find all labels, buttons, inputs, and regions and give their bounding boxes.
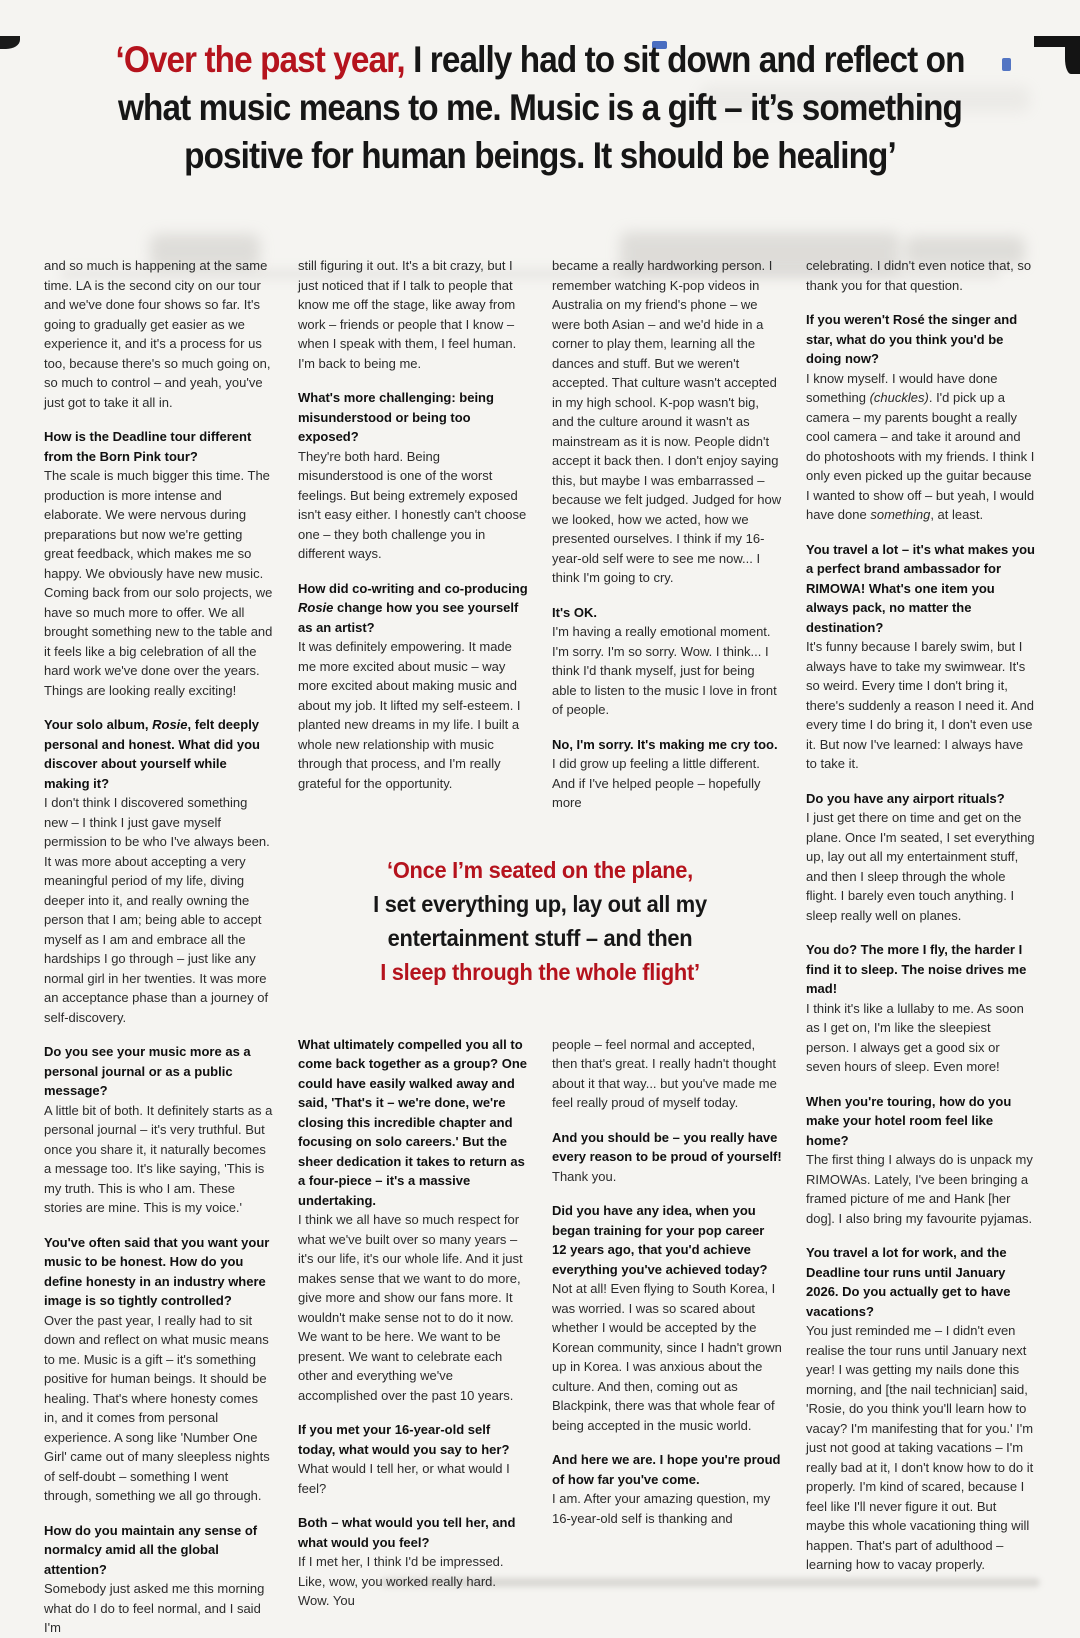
interview-question: Your solo album, Rosie, felt deeply personal and honest. What did you discover about yourself while making it? (44, 717, 260, 791)
interview-answer: They're both hard. Being misunderstood is one of the worst feelings. But being extremely exposed isn't easy either. I honestly can't choose one – they both challenge you in different ways. (298, 448, 527, 561)
interview-question: Do you see your music more as a personal journal or as a public message? (44, 1044, 251, 1098)
headline-line-1-rest: I really had to sit down and reflect on (404, 39, 965, 80)
pull-quote-line-3: entertainment stuff – and then (387, 924, 693, 951)
headline-line-1 (94, 36, 987, 84)
interview-question: When you're touring, how do you make your hotel room feel like home? (806, 1093, 1012, 1148)
interview-answer: A little bit of both. It definitely starts as a personal journal – it's very truthful. But once you share it, it naturally becomes a message too. It's like saying, 'This is my truth. This is who I am. These stories are mine. This is my voice.' (44, 1102, 273, 1215)
interview-question: If you weren't Rosé the singer and star, what do you think you'd be doing now? (806, 312, 1018, 366)
interview-question: No, I'm sorry. It's making me cry too. (552, 736, 778, 752)
article-column-3-bottom (552, 1035, 782, 1638)
interview-answer: If I met her, I think I'd be impressed. Like, wow, you worked really hard. Wow. You (298, 1554, 504, 1608)
interview-question: You travel a lot – it's what makes you a perfect brand ambassador for RIMOWA! What's one item you always pack, no matter the destination? (806, 541, 1035, 635)
interview-question: If you met your 16-year-old self today, what would you say to her? (298, 1422, 510, 1457)
pull-quote-line-1: ‘Once I’m seated on the plane, (387, 856, 693, 883)
article-columns (44, 256, 1036, 1638)
interview-question: You travel a lot for work, and the Deadline tour runs until January 2026. Do you actually get to have vacations? (806, 1245, 1011, 1319)
interview-answer: You just reminded me – I didn't even realise the tour runs until January next year! I was getting my nails done this morning, and [the nail technician] said, 'Rosie, do you think you'll learn how to vacay? I'm manifesting that for you.' I'm just not good at taking vacations – I'm really bad at it, I don't know how to do it properly. I'm kind of scared, because I feel like I'll never figure it out. But maybe this whole vacationing thing will happen. That's part of adulthood – learning how to vacay properly. (806, 1323, 1034, 1572)
interview-answer: I think we all have so much respect for what we've built over so many years – it's our life, it's our whole life. And it just makes sense that we want to do more, give more and show our fans more. It wouldn't make sense not to do it now. We want to be here. We want to be present. We want to celebrate each other and everything we've accomplished over the past 10 years. (298, 1212, 523, 1403)
interview-answer: I'm having a really emotional moment. I'm sorry. I'm so sorry. Wow. I think... I think I'd thank myself, just for being able to listen to the music I love in front of people. (552, 624, 777, 717)
article-column-3-top (552, 256, 782, 813)
interview-answer: still figuring it out. It's a bit crazy, but I just noticed that if I talk to people that know me off the stage, like away from work – friends or people that I know – when I speak with them, I feel human. I'm back to being me. (298, 258, 517, 371)
interview-question: And here we are. I hope you're proud of how far you've come. (552, 1452, 781, 1487)
interview-answer: celebrating. I didn't even notice that, so thank you for that question. (806, 258, 1032, 293)
magazine-page (0, 36, 1080, 1638)
interview-question: It's OK. (552, 604, 597, 620)
interview-answer: Somebody just asked me this morning what do I do to feel normal, and I said I'm (44, 1581, 265, 1635)
interview-answer: Over the past year, I really had to sit down and reflect on what music means to me. Music is a gift – it's something positive for human beings. It should be healing. That's where honesty comes in, and it comes from personal experience. A song like 'Number One Girl' came out of many sleepless nights of self-doubt – something I went through, something we all go through. (44, 1312, 270, 1503)
interview-answer: It's funny because I barely swim, but I always have to take my swimwear. It's so weird. Every time I don't bring it, there's suddenly a reason I need it. And every time I do bring it, I don't even use it. But now I've learned: I always have to take it. (806, 639, 1034, 771)
headline-red-phrase: ‘Over the past year, (115, 39, 405, 80)
headline-line-3: positive for human beings. It should be healing’ (184, 135, 896, 176)
interview-question: You've often said that you want your music to be honest. How do you define honesty in an industry where image is so tightly controlled? (44, 1234, 270, 1308)
pull-quote-line-2: I set everything up, lay out all my (373, 890, 707, 917)
interview-question: Do you have any airport rituals? (806, 790, 1005, 806)
article-column-1 (44, 256, 274, 1638)
interview-question: And you should be – you really have every reason to be proud of yourself! (552, 1129, 782, 1164)
interview-answer: became a really hardworking person. I remember watching K-pop videos in Australia on my friend's phone – we were both Asian – and we'd hide in a corner to play them, learning all the dances and stuff. But we weren't accepted. That culture wasn't accepted in my high school. K-pop wasn't big, and the culture around it wasn't as mainstream as it is now. People didn't accept it back then. I don't enjoy saying this, but maybe I was embarrassed – because we felt judged. Judged for how we looked, how we acted, how we presented ourselves. I think if my 16-year-old self were to see me now... I think I'm going to cry. (552, 258, 782, 585)
interview-question: How is the Deadline tour different from the Born Pink tour? (44, 429, 252, 464)
interview-answer: The first thing I always do is unpack my RIMOWAs. Lately, I've been bringing a framed picture of me and Hank [her dog]. I also bring my favourite pyjamas. (806, 1152, 1033, 1226)
interview-question: Both – what would you tell her, and what would you feel? (298, 1515, 516, 1550)
article-column-4 (806, 256, 1036, 1638)
interview-answer: I am. After your amazing question, my 16-year-old self is thanking and (552, 1491, 771, 1526)
interview-answer: and so much is happening at the same time. LA is the second city on our tour and we've done four shows so far. It's going to gradually get easier as we experience it, and it's a process for us too, because there's so much going on, so much to control – and yeah, you've just got to take it all in. (44, 258, 271, 410)
interview-answer: Thank you. (552, 1168, 617, 1184)
interview-answer: I think it's like a lullaby to me. As soon as I get on, I'm like the sleepiest person. I always get a good six or seven hours of sleep. Even more! (806, 1000, 1024, 1074)
pull-quote (298, 813, 782, 1035)
interview-question: How did co-writing and co-producing Rosie change how you see yourself as an artist? (298, 580, 528, 635)
interview-question: What ultimately compelled you all to come back together as a group? One could have easily walked away and said, 'That's it – we're done, we're closing this incredible chapter and focusing on solo careers.' But the sheer dedication it takes to return as a four-piece – it's a massive undertaking. (298, 1036, 527, 1208)
interview-answer: The scale is much bigger this time. The production is more intense and elaborate. We were nervous during preparations but now we're getting great feedback, which makes me so happy. We obviously have new music. Coming back from our solo projects, we have so much more to offer. We all brought something new to the table and it feels like a big celebration of all the hard work we've done over the years. Things are looking really exciting! (44, 468, 273, 698)
interview-answer: I know myself. I would have done something (chuckles). I'd pick up a camera – my parents bought a really cool camera – and take it around and do photoshoots with my friends. I think I only even picked up the guitar because I wanted to show off – but yeah, I would have done something, at least. (806, 370, 1035, 522)
interview-question: Did you have any idea, when you began training for your pop career 12 years ago, that you'd achieve everything you've achieved today? (552, 1203, 768, 1277)
interview-answer: Not at all! Even flying to South Korea, I was worried. I was so scared about whether I would be accepted by the Korean community, since I hadn't grown up in Korea. I was anxious about the culture. And then, coming out as Blackpink, there was that whole fear of being accepted in the music world. (552, 1281, 782, 1433)
article-column-2-bottom (298, 1035, 528, 1638)
interview-answer: I did grow up feeling a little different. And if I've helped people – hopefully more (552, 756, 761, 810)
headline-quote (94, 36, 987, 180)
interview-answer: It was definitely empowering. It made me more excited about music – way more excited about making music and about my job. It lifted my self-esteem. I planted new dreams in my life. I built a whole new relationship with music through that process, and I'm really grateful for the opportunity. (298, 639, 521, 791)
interview-question: How do you maintain any sense of normalcy amid all the global attention? (44, 1522, 258, 1577)
interview-question: What's more challenging: being misunderstood or being too exposed? (298, 390, 494, 444)
interview-answer: people – feel normal and accepted, then that's great. I really hadn't thought about it that way... but you've made me feel really proud of myself today. (552, 1036, 777, 1110)
interview-answer: I just get there on time and get on the plane. Once I'm seated, I set everything up, lay out all my entertainment stuff, and then I sleep through the whole flight. I barely even touch anything. I sleep really well on planes. (806, 810, 1035, 923)
interview-question: You do? The more I fly, the harder I find it to sleep. The noise drives me mad! (806, 942, 1027, 996)
interview-answer: I don't think I discovered something new – I think I just gave myself permission to be who I've always been. It was more about accepting a very meaningful period of my life, diving deeper into it, and really owning the person that I am; being able to accept myself as I am and embrace all the hardships I go through – just like any normal girl in her twenties. It was more an acceptance phase than a journey of self-discovery. (44, 795, 270, 1025)
interview-answer: What would I tell her, or what would I feel? (298, 1461, 510, 1496)
article-column-2-top (298, 256, 528, 813)
pull-quote-line-4: I sleep through the whole flight’ (380, 958, 700, 985)
headline-line-2: what music means to me. Music is a gift – it’s something (118, 87, 962, 128)
